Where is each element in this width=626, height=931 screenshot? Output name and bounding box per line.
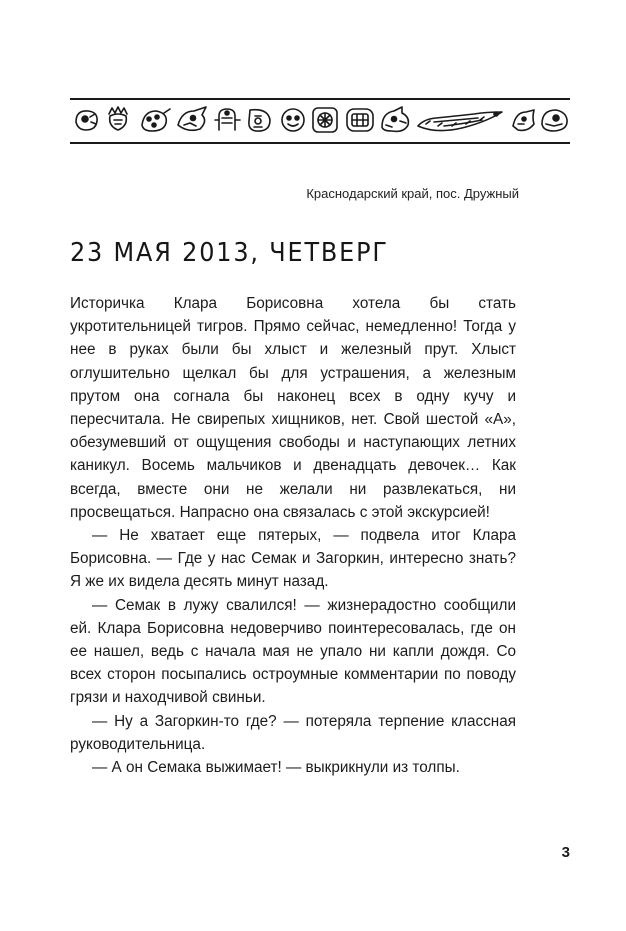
ornament-band [70,96,570,146]
paragraph: Историчка Клара Борисовна хотела бы стать укротительницей тигров. Прямо сейчас, немедленно! Тогда у нее в руках были бы хлыст и железный прут. Хлыст оглушительно щелкал бы для устрашения, а железным прутом она согнала бы наконец всех в одну кучу и пересчитала. Не свирепых хищников, нет. Свой шестой «А», обезумевший от ощущения свободы и наступающих летних каникул. Восемь мальчиков и двенадцать девочек… Как всегда, вместе они не желали ни развлекаться, ни просвещаться. Напрасно она связалась с этой экскурсией! [70,295,516,521]
chapter-title: 23 МАЯ 2013, ЧЕТВЕРГ [70,238,389,268]
paragraph: — Ну а Загоркин-то где? — потеряла терпение классная руководительница. [70,712,516,753]
paragraph: — Семак в лужу свалился! — жизнерадостно сообщили ей. Клара Борисовна недоверчиво поинтересовалась, где он ее нашел, ведь с начала мая не упало ни капли дождя. Со всех сторон посыпались остроумные комментарии по поводу грязи и находчивой свиньи. [70,596,516,707]
body-text [70,292,516,779]
location-caption: Краснодарский край, пос. Дружный [306,186,519,201]
page-number: 3 [561,844,570,861]
mayan-glyph-border-icon [70,96,570,146]
paragraph: — Не хватает еще пятерых, — подвела итог Клара Борисовна. — Где у нас Семак и Загоркин, интересно знать? Я же их видела десять минут назад. [70,527,516,591]
paragraph: — А он Семака выжимает! — выкрикнули из толпы. [92,759,460,777]
